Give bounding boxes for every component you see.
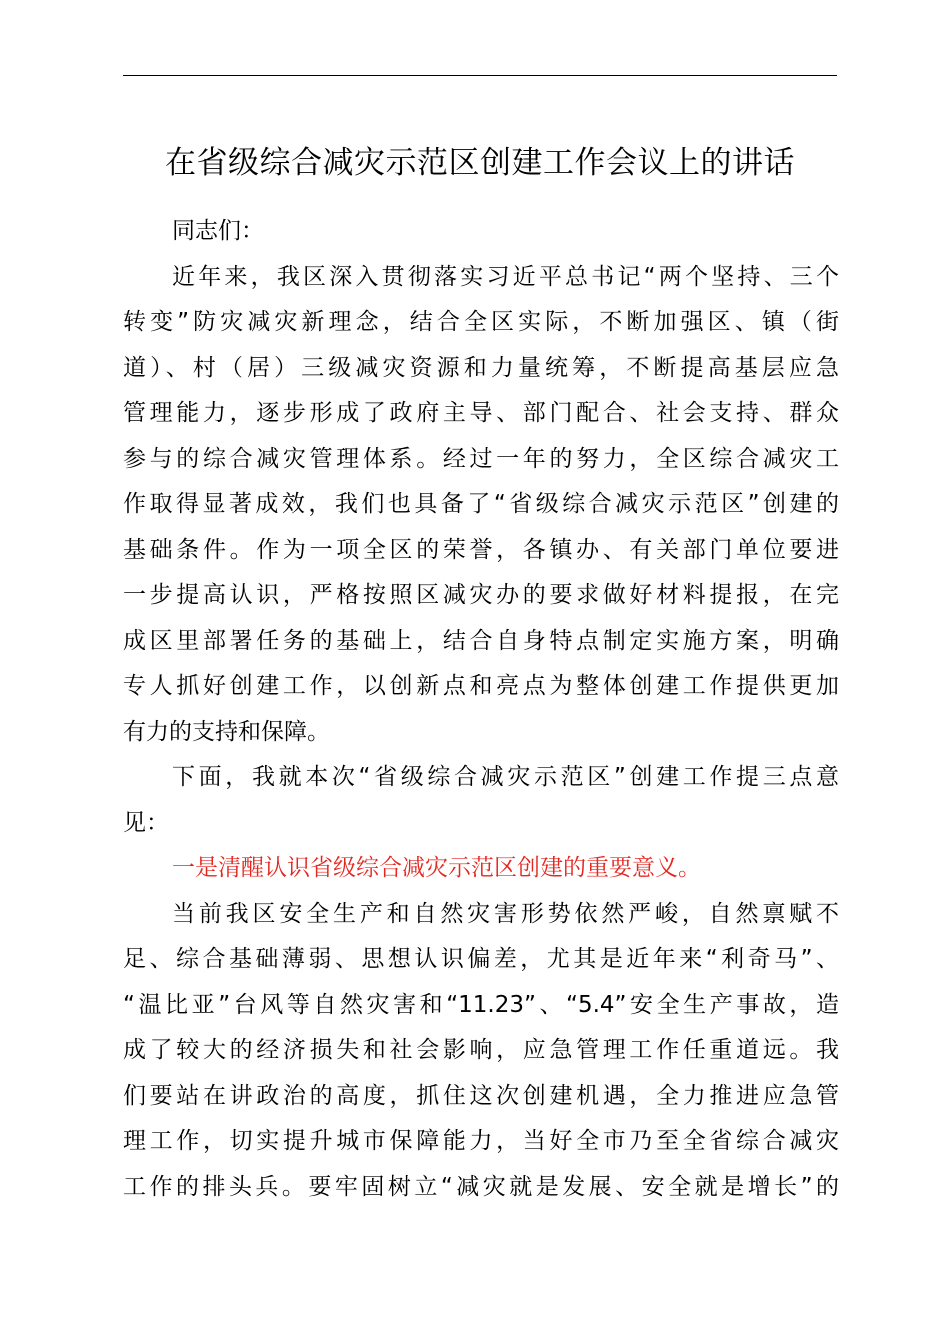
paragraph-line: 作取得显著成效，我们也具备了“省级综合减灾示范区”创建的 xyxy=(123,491,839,517)
paragraph-line: 理工作，切实提升城市保障能力，当好全市乃至全省综合减灾 xyxy=(123,1128,839,1154)
paragraph-line: 们要站在讲政治的高度，抓住这次创建机遇，全力推进应急管 xyxy=(123,1082,839,1109)
paragraph-line: 工作的排头兵。要牢固树立“减灾就是发展、安全就是增长”的 xyxy=(123,1173,839,1200)
paragraph-line: 专人抓好创建工作，以创新点和亮点为整体创建工作提供更加 xyxy=(123,673,839,699)
page-title: 在省级综合减灾示范区创建工作会议上的讲话 xyxy=(165,145,795,181)
paragraph-line: 成了较大的经济损失和社会影响，应急管理工作任重道远。我 xyxy=(123,1037,839,1063)
paragraph-line: 参与的综合减灾管理体系。经过一年的努力，全区综合减灾工 xyxy=(123,445,839,472)
paragraph-line: “温比亚”台风等自然灾害和“11.23”、“5.4”安全生产事故，造 xyxy=(123,991,839,1018)
paragraph-line: 见： xyxy=(123,809,169,836)
salutation: 同志们： xyxy=(172,218,264,244)
section-heading-one: 一是清醒认识省级综合减灾示范区创建的重要意义。 xyxy=(172,855,701,881)
paragraph-line: 当前我区安全生产和自然灾害形势依然严峻，自然禀赋不 xyxy=(172,900,839,927)
paragraph-line: 一步提高认识，严格按照区减灾办的要求做好材料提报，在完 xyxy=(123,582,839,608)
paragraph-line: 管理能力，逐步形成了政府主导、部门配合、社会支持、群众 xyxy=(123,400,839,426)
paragraph-line: 基础条件。作为一项全区的荣誉，各镇办、有关部门单位要进 xyxy=(123,536,839,563)
paragraph-line: 近年来，我区深入贯彻落实习近平总书记“两个坚持、三个 xyxy=(172,263,839,290)
paragraph-line: 足、综合基础薄弱、思想认识偏差，尤其是近年来“利奇马”、 xyxy=(123,946,839,972)
paragraph-line: 转变”防灾减灾新理念，结合全区实际，不断加强区、镇（街 xyxy=(123,309,839,335)
header-rule xyxy=(123,75,837,76)
paragraph-line: 成区里部署任务的基础上，结合自身特点制定实施方案，明确 xyxy=(123,627,839,654)
paragraph-line: 有力的支持和保障。 xyxy=(123,718,330,745)
document-body xyxy=(123,209,839,1210)
paragraph-line: 下面，我就本次“省级综合减灾示范区”创建工作提三点意 xyxy=(172,764,839,790)
paragraph-line: 道）、村（居）三级减灾资源和力量统筹，不断提高基层应急 xyxy=(123,354,839,381)
